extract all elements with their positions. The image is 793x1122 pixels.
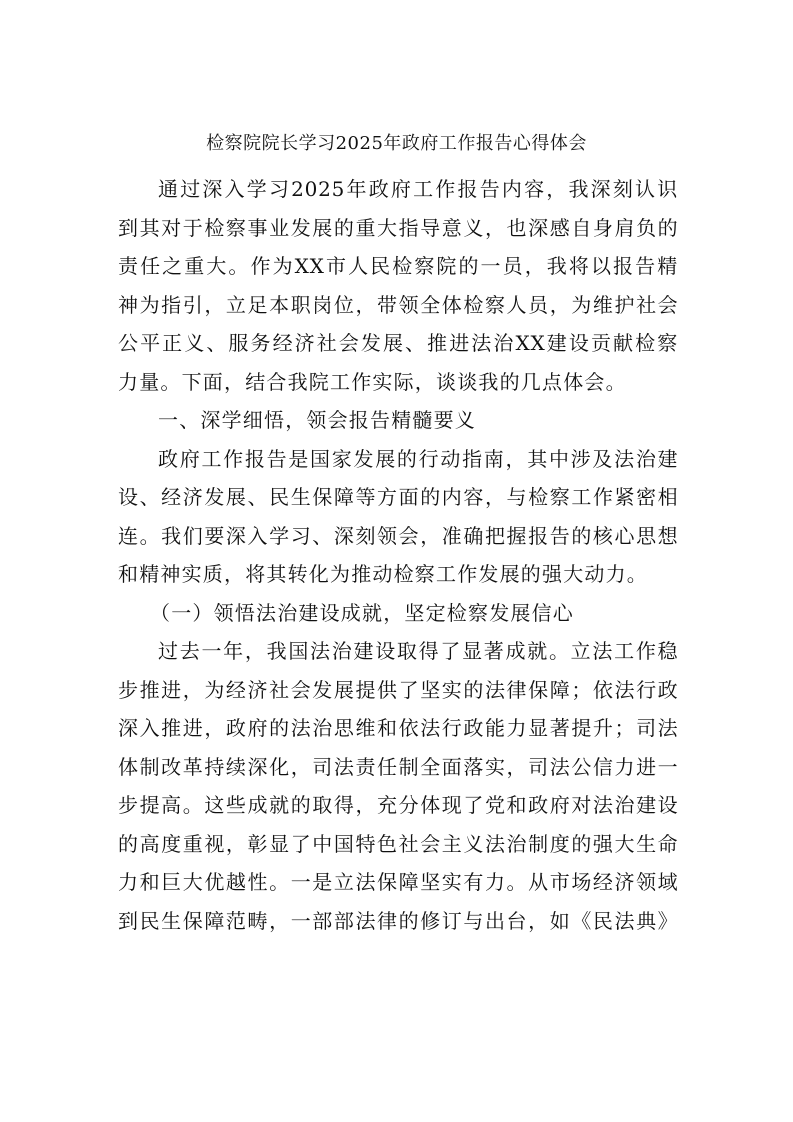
subsection-paragraph [118, 632, 678, 940]
section-paragraph [118, 440, 678, 594]
text-line: 责任之重大。作为XX市人民检察院的一员，我将以报告精 [118, 254, 678, 278]
section-heading: 一、深学细悟，领会报告精髓要义 [158, 408, 476, 432]
text-line: 到其对于检察事业发展的重大指导意义，也深感自身肩负的 [118, 215, 678, 240]
text-line: 到民生保障范畴，一部部法律的修订与出台，如《民法典》 [118, 908, 678, 933]
text-line: 政府工作报告是国家发展的行动指南，其中涉及法治建 [158, 446, 678, 471]
text-line: 步推进，为经济社会发展提供了坚实的法律保障；依法行政 [118, 677, 678, 702]
text-line: 公平正义、服务经济社会发展、推进法治XX建设贡献检察 [118, 331, 678, 355]
text-line: 神为指引，立足本职岗位，带领全体检察人员，为维护社会 [118, 292, 678, 317]
document-title: 检察院院长学习2025年政府工作报告心得体会 [206, 133, 587, 154]
text-line: 力和巨大优越性。一是立法保障坚实有力。从市场经济领域 [118, 870, 678, 894]
intro-paragraph [118, 170, 678, 401]
text-line: 的高度重视，彰显了中国特色社会主义法治制度的强大生命 [118, 831, 678, 856]
text-line: 步提高。这些成就的取得，充分体现了党和政府对法治建设 [118, 793, 678, 817]
document-body [118, 170, 678, 940]
text-line: 深入推进，政府的法治思维和依法行政能力显著提升；司法 [118, 716, 678, 740]
text-line: 体制改革持续深化，司法责任制全面落实，司法公信力进一 [118, 754, 678, 779]
text-line: 过去一年，我国法治建设取得了显著成就。立法工作稳 [158, 639, 678, 663]
text-line: 通过深入学习2025年政府工作报告内容，我深刻认识 [158, 177, 678, 201]
text-line: 力量。下面，结合我院工作实际，谈谈我的几点体会。 [118, 369, 627, 394]
text-line: 设、经济发展、民生保障等方面的内容，与检察工作紧密相 [118, 485, 678, 509]
text-line: 连。我们要深入学习、深刻领会，准确把握报告的核心思想 [118, 523, 678, 548]
text-line: 和精神实质，将其转化为推动检察工作发展的强大动力。 [118, 562, 648, 586]
subsection-heading: （一）领悟法治建设成就，坚定检察发展信心 [150, 600, 574, 625]
